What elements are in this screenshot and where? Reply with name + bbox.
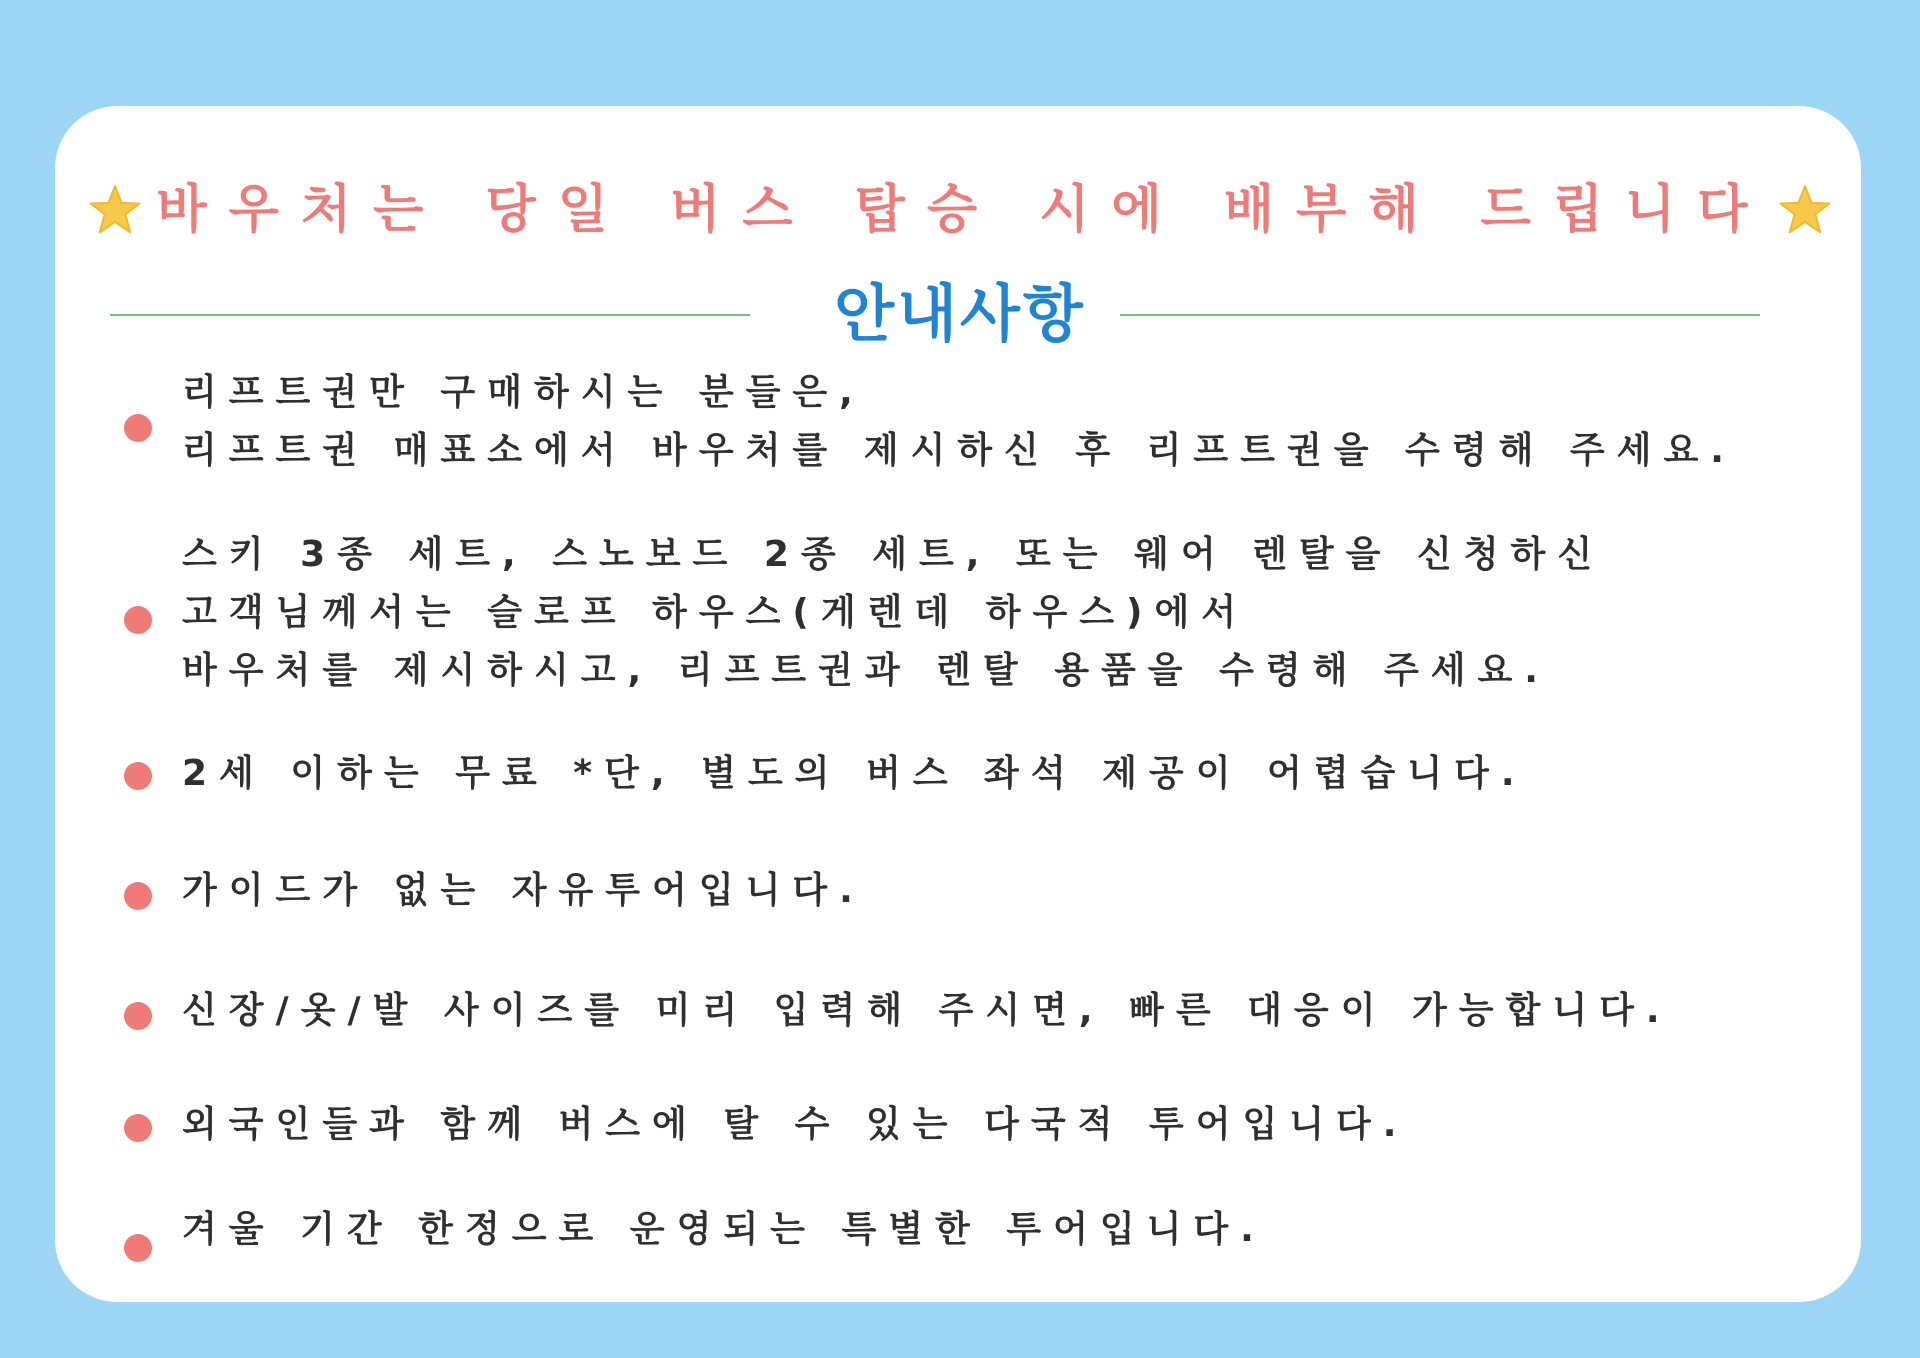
bullet-dot-icon bbox=[124, 1114, 152, 1142]
section-title: 안내사항 bbox=[834, 277, 1086, 350]
notice-text: 2세 이하는 무료 *단, 별도의 버스 좌석 제공이 어렵습니다. bbox=[182, 753, 1527, 794]
divider-right bbox=[1120, 314, 1760, 316]
notice-text: 겨울 기간 한정으로 운영되는 특별한 투어입니다. bbox=[182, 1209, 1266, 1250]
star-icon bbox=[1778, 183, 1832, 237]
bullet-dot-icon bbox=[124, 1234, 152, 1262]
notice-text: 리프트권만 구매하시는 분들은, 리프트권 매표소에서 바우처를 제시하신 후 리프트권을 수령해 주세요. bbox=[182, 372, 1736, 471]
notice-text: 가이드가 없는 자유투어입니다. bbox=[182, 870, 865, 911]
notice-text: 스키 3종 세트, 스노보드 2종 세트, 또는 웨어 렌탈을 신청하신 고객님께서는 슬로프 하우스(게렌데 하우스)에서 바우처를 제시하시고, 리프트권과 렌탈 용품을 수령해 주세요. bbox=[182, 534, 1605, 691]
headline-text: 바우처는 당일 버스 탑승 시에 배부해 드립니다 bbox=[156, 180, 1770, 240]
notice-text: 신장/옷/발 사이즈를 미리 입력해 주시면, 빠른 대응이 가능합니다. bbox=[182, 990, 1672, 1031]
bullet-dot-icon bbox=[124, 882, 152, 910]
bullet-dot-icon bbox=[124, 1002, 152, 1030]
headline bbox=[0, 170, 1920, 250]
star-icon bbox=[88, 183, 142, 237]
notice-text: 외국인들과 함께 버스에 탈 수 있는 다국적 투어입니다. bbox=[182, 1104, 1409, 1145]
bullet-dot-icon bbox=[124, 414, 152, 442]
bullet-dot-icon bbox=[124, 762, 152, 790]
bullet-dot-icon bbox=[124, 606, 152, 634]
